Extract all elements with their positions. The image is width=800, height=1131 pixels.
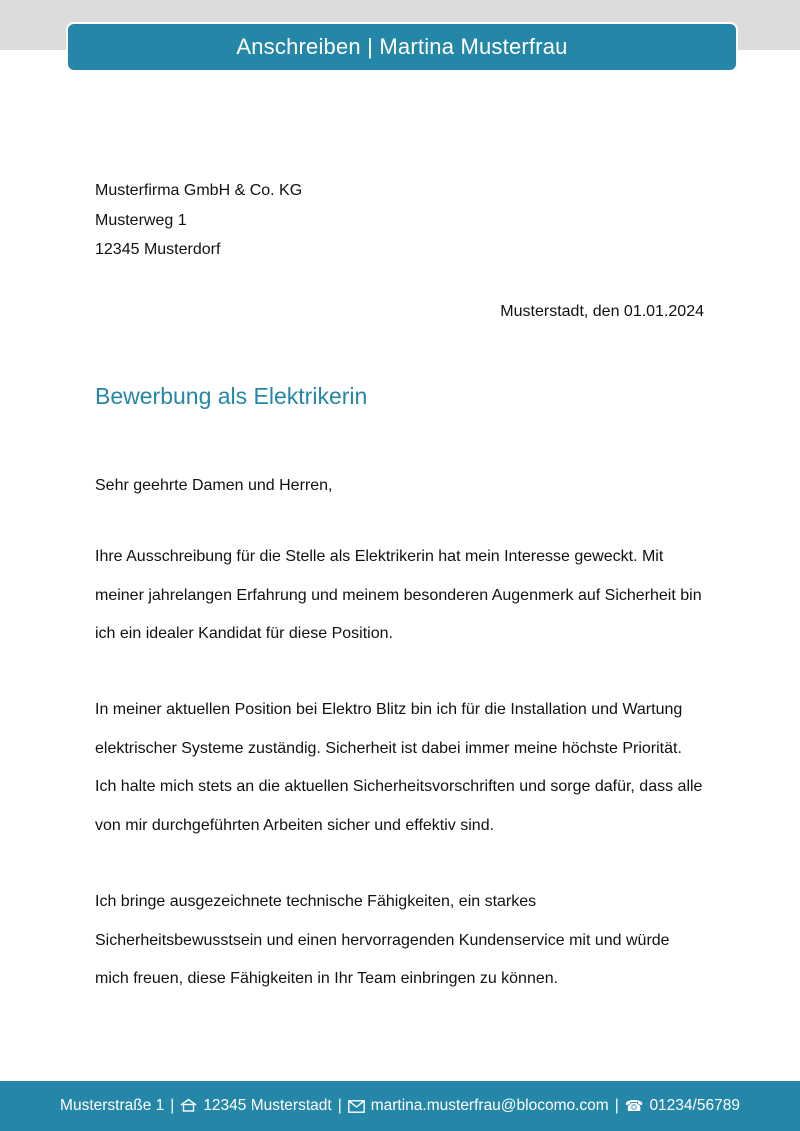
footer-street: Musterstraße 1	[60, 1097, 165, 1114]
recipient-street: Musterweg 1	[95, 211, 187, 229]
mail-icon	[348, 1098, 365, 1115]
phone-icon: ☎	[624, 1098, 644, 1115]
body-paragraph-3: Ich bringe ausgezeichnete technische Fähigkeiten, ein starkes Sicherheitsbewusstsein und einen hervorragenden Kundenservice mit und würde mich freuen, diese Fähigkeiten in Ihr Team einbringen zu können.	[95, 893, 670, 987]
footer-separator: |	[337, 1097, 342, 1114]
footer-email[interactable]: martina.musterfrau@blocomo.com	[370, 1097, 609, 1114]
salutation: Sehr geehrte Damen und Herren,	[95, 477, 333, 494]
footer-separator: |	[614, 1097, 619, 1114]
place-date: Musterstadt, den 01.01.2024	[500, 303, 704, 320]
recipient-company: Musterfirma GmbH & Co. KG	[95, 182, 303, 199]
footer-phone: 01234/56789	[649, 1097, 740, 1114]
body-paragraph-1: Ihre Ausschreibung für die Stelle als Elektrikerin hat mein Interesse geweckt. Mit meiner jahrelangen Erfahrung und meinem besonderen Augenmerk auf Sicherheit bin ich ein idealer Kandidat für diese Position.	[95, 548, 702, 642]
footer-contact-bar	[0, 1081, 800, 1131]
page-title: Anschreiben | Martina Musterfrau	[236, 34, 568, 59]
header-bar	[66, 22, 738, 72]
body-paragraph-2: In meiner aktuellen Position bei Elektro Blitz bin ich für die Installation und Wartung elektrischer Systeme zuständig. Sicherheit ist dabei immer meine höchste Priorität. Ich halte mich stets an die aktuellen Sicherheitsvorschriften und sorge dafür, dass alle von mir durchgeführten Arbeiten sicher und effektiv sind.	[95, 701, 703, 834]
recipient-address	[95, 176, 302, 265]
house-icon	[180, 1098, 197, 1115]
footer-separator: |	[170, 1097, 175, 1114]
recipient-city: 12345 Musterdorf	[95, 241, 221, 258]
letter-subject: Bewerbung als Elektrikerin	[95, 383, 368, 409]
footer-city: 12345 Musterstadt	[203, 1097, 332, 1114]
